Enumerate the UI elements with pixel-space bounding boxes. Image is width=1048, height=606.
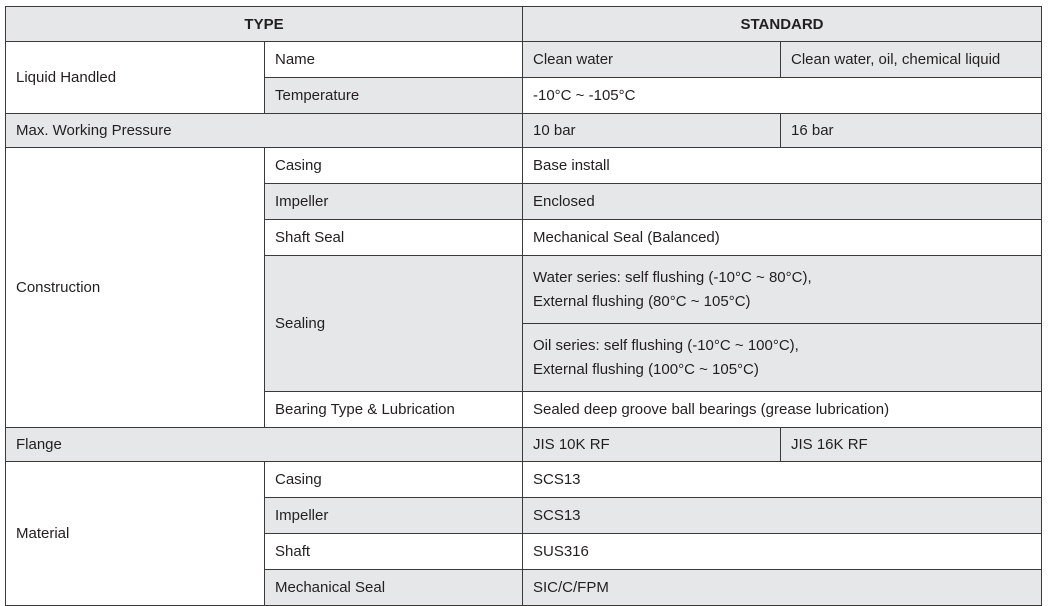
table-row: [6, 148, 1042, 184]
material-label: Material: [6, 462, 265, 606]
pressure-label: Max. Working Pressure: [6, 114, 523, 148]
bearing-label: Bearing Type & Lubrication: [265, 392, 523, 428]
table-row: [6, 462, 1042, 498]
bearing-value: Sealed deep groove ball bearings (grease lubrication): [523, 392, 1042, 428]
sealing-water-line-1: Water series: self flushing (-10°C ~ 80°C),: [533, 268, 812, 286]
sealing-oil-line-2: External flushing (100°C ~ 105°C): [533, 360, 759, 378]
table-row: [6, 42, 1042, 78]
temperature-label: Temperature: [265, 78, 523, 114]
material-impeller-label: Impeller: [265, 498, 523, 534]
construction-casing-value: Base install: [523, 148, 1042, 184]
temperature-value: -10°C ~ -105°C: [523, 78, 1042, 114]
material-casing-value: SCS13: [523, 462, 1042, 498]
sealing-water-line-2: External flushing (80°C ~ 105°C): [533, 292, 751, 310]
sealing-oil-value: [523, 324, 1042, 392]
shaft-seal-label: Shaft Seal: [265, 220, 523, 256]
sealing-water-value: [523, 256, 1042, 324]
material-shaft-label: Shaft: [265, 534, 523, 570]
standard-header: STANDARD: [523, 7, 1042, 42]
construction-casing-label: Casing: [265, 148, 523, 184]
header-row: [6, 7, 1042, 42]
pressure-value-2: 16 bar: [781, 114, 1042, 148]
liquid-name-value-2: Clean water, oil, chemical liquid: [781, 42, 1042, 78]
flange-label: Flange: [6, 428, 523, 462]
shaft-seal-value: Mechanical Seal (Balanced): [523, 220, 1042, 256]
construction-label: Construction: [6, 148, 265, 428]
material-casing-label: Casing: [265, 462, 523, 498]
spec-table: [5, 6, 1042, 606]
liquid-handled-label: Liquid Handled: [6, 42, 265, 114]
material-shaft-value: SUS316: [523, 534, 1042, 570]
material-impeller-value: SCS13: [523, 498, 1042, 534]
mechanical-seal-value: SIC/C/FPM: [523, 570, 1042, 606]
construction-impeller-value: Enclosed: [523, 184, 1042, 220]
sealing-oil-line-1: Oil series: self flushing (-10°C ~ 100°C),: [533, 336, 799, 354]
flange-value-2: JIS 16K RF: [781, 428, 1042, 462]
table-row: [6, 114, 1042, 148]
flange-value-1: JIS 10K RF: [523, 428, 781, 462]
type-header: TYPE: [6, 7, 523, 42]
liquid-name-label: Name: [265, 42, 523, 78]
table-row: [6, 428, 1042, 462]
construction-impeller-label: Impeller: [265, 184, 523, 220]
liquid-name-value-1: Clean water: [523, 42, 781, 78]
sealing-label: Sealing: [265, 256, 523, 392]
pressure-value-1: 10 bar: [523, 114, 781, 148]
mechanical-seal-label: Mechanical Seal: [265, 570, 523, 606]
